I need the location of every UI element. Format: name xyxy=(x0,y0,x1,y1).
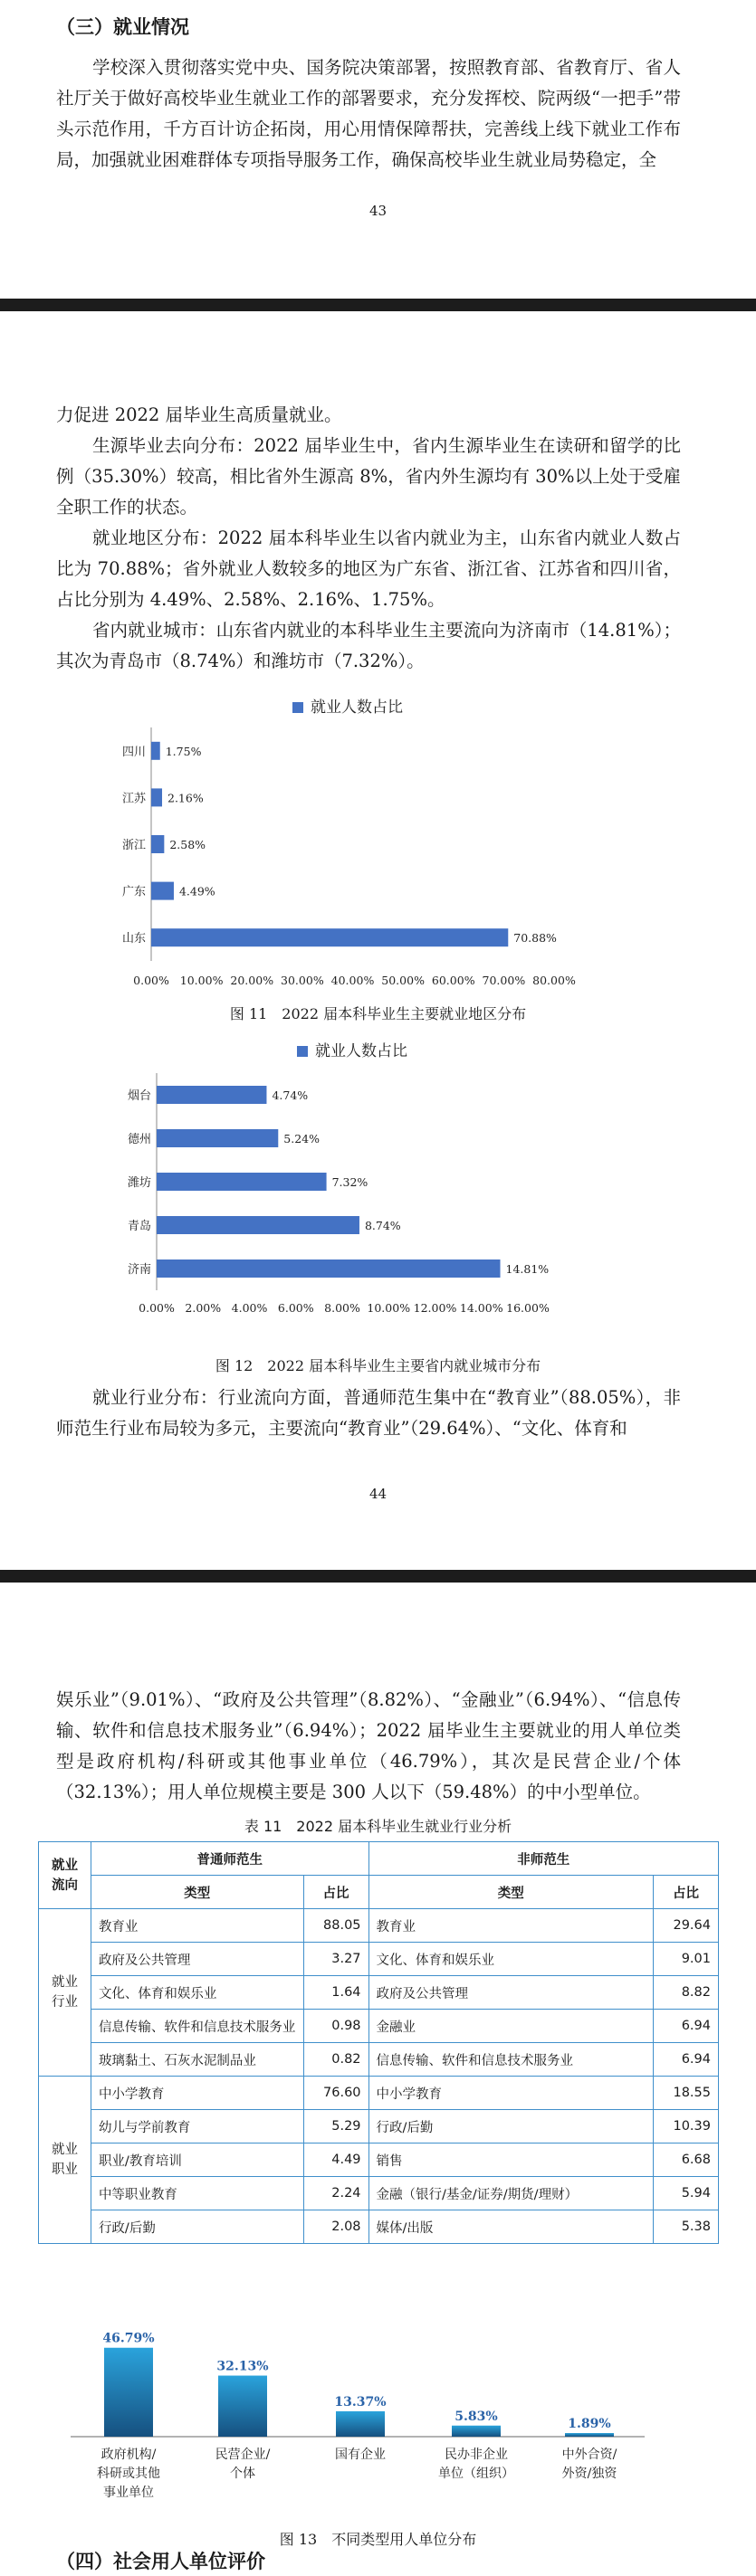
tick-label: 30.00% xyxy=(281,974,324,987)
category-label: 烟台 xyxy=(127,1089,151,1103)
figure-11-caption: 图 11 2022 届本科毕业生主要就业地区分布 xyxy=(229,1005,527,1022)
city-distribution-chart xyxy=(0,1033,756,1321)
data-label: 13.37% xyxy=(334,2394,387,2410)
ratio-cell: 0.98 xyxy=(303,2010,368,2043)
type-cell: 销售 xyxy=(368,2143,653,2177)
type-cell: 玻璃黏土、石灰水泥制品业 xyxy=(91,2043,303,2077)
type-cell: 政府及公共管理 xyxy=(91,1943,303,1976)
paragraph-block-industry xyxy=(56,1383,681,1444)
table-corner-text: 就业 流向 xyxy=(51,1858,78,1893)
tick-label: 0.00% xyxy=(139,1301,175,1315)
category-label: 济南 xyxy=(127,1263,151,1277)
ratio-cell: 18.55 xyxy=(654,2077,719,2110)
tick-label: 60.00% xyxy=(431,974,475,987)
group-header-nonnormal: 非师范生 xyxy=(368,1842,718,1876)
tick-label: 0.00% xyxy=(133,974,169,987)
type-cell: 幼儿与学前教育 xyxy=(91,2110,303,2143)
data-label: 1.75% xyxy=(165,744,202,758)
table-row xyxy=(39,2210,719,2244)
paragraph-quality-employment: 力促进 2022 届毕业生高质量就业。 xyxy=(56,404,342,425)
data-label: 32.13% xyxy=(216,2359,269,2374)
table-row xyxy=(39,2010,719,2043)
bar-中外合资/外资/独资 xyxy=(565,2433,614,2437)
section-heading-employer-evaluation: （四）社会用人单位评价 xyxy=(56,2551,265,2572)
type-cell: 金融（银行/基金/证券/期货/理财） xyxy=(368,2177,653,2210)
table-header-row xyxy=(39,1842,719,1876)
category-label-line: 政府机构/ xyxy=(100,2448,157,2462)
group-header-normal: 普通师范生 xyxy=(91,1842,368,1876)
legend-label: 就业人数占比 xyxy=(315,1042,407,1060)
table-corner-cell xyxy=(39,1842,91,1909)
bar-民办非企业单位（组织） xyxy=(452,2426,501,2437)
ratio-cell: 6.94 xyxy=(654,2010,719,2043)
row-group-label: 就业 行业 xyxy=(39,1909,91,2077)
type-cell: 文化、体育和娱乐业 xyxy=(91,1976,303,2010)
page-divider xyxy=(0,299,756,311)
ratio-cell: 3.27 xyxy=(303,1943,368,1976)
category-label xyxy=(438,2447,514,2481)
category-label: 浙江 xyxy=(121,839,146,852)
bar-浙江 xyxy=(151,835,164,853)
data-label: 7.32% xyxy=(331,1175,368,1189)
ratio-cell: 5.94 xyxy=(654,2177,719,2210)
type-cell: 政府及公共管理 xyxy=(368,1976,653,2010)
ratio-cell: 0.82 xyxy=(303,2043,368,2077)
category-label-line: 外资/独资 xyxy=(561,2467,617,2481)
data-label: 2.58% xyxy=(169,838,206,851)
ratio-cell: 6.94 xyxy=(654,2043,719,2077)
ratio-cell: 29.64 xyxy=(654,1909,719,1943)
tick-label: 8.00% xyxy=(324,1301,360,1315)
category-label: 德州 xyxy=(127,1133,151,1146)
ratio-cell: 88.05 xyxy=(303,1909,368,1943)
paragraph-block-page45 xyxy=(56,1685,681,1808)
data-label: 2.16% xyxy=(167,791,204,805)
legend-label: 就业人数占比 xyxy=(311,699,403,717)
tick-label: 10.00% xyxy=(367,1301,411,1315)
page-number: 44 xyxy=(368,1486,388,1502)
data-label: 70.88% xyxy=(513,931,557,946)
row-group-label: 就业 职业 xyxy=(39,2077,91,2244)
table-row xyxy=(39,2077,719,2110)
category-label: 四川 xyxy=(121,745,146,759)
table-row xyxy=(39,2177,719,2210)
type-cell: 行政/后勤 xyxy=(368,2110,653,2143)
type-cell: 教育业 xyxy=(91,1909,303,1943)
type-cell: 职业/教育培训 xyxy=(91,2143,303,2177)
type-cell: 文化、体育和娱乐业 xyxy=(368,1943,653,1976)
category-label xyxy=(97,2447,160,2500)
paragraph-city-distribution: 省内就业城市：山东省内就业的本科毕业生主要流向为济南市（14.81%）；其次为青岛市（8.74%）和潍坊市（7.32%）。 xyxy=(56,620,681,671)
ratio-cell: 4.49 xyxy=(303,2143,368,2177)
table-11-caption: 表 11 2022 届本科毕业生就业行业分析 xyxy=(244,1818,512,1835)
category-label: 山东 xyxy=(121,932,146,946)
ratio-cell: 5.38 xyxy=(654,2210,719,2244)
data-label: 14.81% xyxy=(505,1262,550,1276)
region-distribution-chart xyxy=(0,693,756,992)
col-type-header: 类型 xyxy=(91,1876,303,1909)
type-cell: 信息传输、软件和信息技术服务业 xyxy=(91,2010,303,2043)
category-label-line: 单位（组织） xyxy=(438,2467,514,2481)
category-label-line: 科研或其他 xyxy=(97,2467,160,2481)
ratio-cell: 9.01 xyxy=(654,1943,719,1976)
bar-广东 xyxy=(151,882,174,900)
category-label-line: 民办非企业 xyxy=(445,2448,508,2462)
type-cell: 金融业 xyxy=(368,2010,653,2043)
bar-德州 xyxy=(157,1129,278,1147)
industry-analysis-table xyxy=(38,1841,719,2244)
type-cell: 行政/后勤 xyxy=(91,2210,303,2244)
tick-label: 14.00% xyxy=(459,1301,503,1315)
type-cell: 教育业 xyxy=(368,1909,653,1943)
data-label: 5.83% xyxy=(455,2409,498,2424)
category-label: 青岛 xyxy=(127,1220,151,1233)
paragraph-region-distribution: 就业地区分布：2022 届本科毕业生以省内就业为主，山东省内就业人数占比为 70.88%；省外就业人数较多的地区为广东省、浙江省、江苏省和四川省，占比分别为 4.49%、2.58%、2.16%、1.75%。 xyxy=(56,528,681,610)
ratio-cell: 5.29 xyxy=(303,2110,368,2143)
table-row xyxy=(39,1909,719,1943)
data-label: 46.79% xyxy=(102,2331,155,2346)
figure-12-caption: 图 12 2022 届本科毕业生主要省内就业城市分布 xyxy=(215,1357,541,1374)
category-label xyxy=(215,2447,271,2481)
data-label: 5.24% xyxy=(283,1132,320,1145)
bar-济南 xyxy=(157,1259,501,1278)
ratio-cell: 2.24 xyxy=(303,2177,368,2210)
category-label-line: 事业单位 xyxy=(103,2486,154,2500)
bar-民营企业/个体 xyxy=(218,2376,267,2437)
tick-label: 80.00% xyxy=(532,974,576,987)
tick-label: 70.00% xyxy=(482,974,526,987)
paragraph-text: 学校深入贯彻落实党中央、国务院决策部署，按照教育部、省教育厅、省人社厅关于做好高校毕业生就业工作的部署要求，充分发挥校、院两级“一把手”带头示范作用，千方百计访企拓岗，用心用情保障帮扶，完善线上线下就业工作布局，加强就业困难群体专项指导服务工作，确保高校毕业生就业局势稳定，全 xyxy=(56,57,681,170)
type-cell: 媒体/出版 xyxy=(368,2210,653,2244)
type-cell: 中小学教育 xyxy=(368,2077,653,2110)
table-row xyxy=(39,2110,719,2143)
data-label: 4.49% xyxy=(178,884,215,898)
bar-青岛 xyxy=(157,1216,359,1234)
tick-label: 50.00% xyxy=(381,974,425,987)
data-label: 4.74% xyxy=(272,1088,309,1102)
table-row xyxy=(39,1943,719,1976)
tick-label: 4.00% xyxy=(231,1301,268,1315)
category-label: 江苏 xyxy=(121,792,146,806)
section-heading-employment: （三）就业情况 xyxy=(56,16,189,38)
col-type-header: 类型 xyxy=(368,1876,653,1909)
tick-label: 20.00% xyxy=(230,974,274,987)
category-label xyxy=(335,2448,386,2462)
ratio-cell: 76.60 xyxy=(303,2077,368,2110)
bar-烟台 xyxy=(157,1086,266,1104)
bar-潍坊 xyxy=(157,1173,327,1191)
category-label-line: 国有企业 xyxy=(335,2448,386,2462)
legend-swatch xyxy=(297,1046,308,1057)
figure-13-caption: 图 13 不同类型用人单位分布 xyxy=(279,2531,477,2548)
bar-国有企业 xyxy=(336,2411,385,2437)
category-label-line: 中外合资/ xyxy=(561,2448,617,2462)
bar-四川 xyxy=(151,742,160,760)
ratio-cell: 2.08 xyxy=(303,2210,368,2244)
data-label: 1.89% xyxy=(568,2417,611,2432)
tick-label: 6.00% xyxy=(277,1301,314,1315)
page-divider xyxy=(0,1570,756,1583)
ratio-cell: 10.39 xyxy=(654,2110,719,2143)
paragraph-employment-intro xyxy=(56,52,681,176)
col-ratio-header: 占比 xyxy=(654,1876,719,1909)
ratio-cell: 1.64 xyxy=(303,1976,368,2010)
paragraph-employer-types: 娱乐业”（9.01%）、“政府及公共管理”（8.82%）、“金融业”（6.94%）、“信息传输、软件和信息技术服务业”（6.94%）；2022 届毕业生主要就业的用人单位类型是政府机构/科研或其他事业单位（46.79%），其次是民营企业/个体（32.13%）；用人单位规模主要是 300 人以下（59.48%）的中小型单位。 xyxy=(56,1689,681,1802)
col-ratio-header: 占比 xyxy=(303,1876,368,1909)
paragraph-industry-distribution: 就业行业分布：行业流向方面，普通师范生集中在“教育业”（88.05%），非师范生行业布局较为多元，主要流向“教育业”（29.64%）、“文化、体育和 xyxy=(56,1387,681,1439)
tick-label: 16.00% xyxy=(506,1301,550,1315)
tick-label: 10.00% xyxy=(179,974,224,987)
category-label-line: 民营企业/ xyxy=(215,2448,271,2462)
category-label-line: 个体 xyxy=(230,2467,255,2481)
tick-label: 40.00% xyxy=(330,974,375,987)
ratio-cell: 6.68 xyxy=(654,2143,719,2177)
type-cell: 中等职业教育 xyxy=(91,2177,303,2210)
table-row xyxy=(39,2043,719,2077)
bar-江苏 xyxy=(151,788,162,806)
data-label: 8.74% xyxy=(364,1219,401,1232)
paragraph-origin-destination: 生源毕业去向分布：2022 届毕业生中，省内生源毕业生在读研和留学的比例（35.30%）较高，相比省外生源高 8%，省内外生源均有 30%以上处于受雇全职工作的状态。 xyxy=(56,435,681,518)
type-cell: 中小学教育 xyxy=(91,2077,303,2110)
table-row xyxy=(39,2143,719,2177)
category-label xyxy=(562,2447,618,2481)
ratio-cell: 8.82 xyxy=(654,1976,719,2010)
type-cell: 信息传输、软件和信息技术服务业 xyxy=(368,2043,653,2077)
category-label: 潍坊 xyxy=(127,1176,151,1190)
category-label: 广东 xyxy=(121,885,146,899)
page-number: 43 xyxy=(368,203,388,219)
bar-政府机构/科研或其他事业单位 xyxy=(104,2348,153,2437)
tick-label: 12.00% xyxy=(413,1301,457,1315)
table-subheader-row xyxy=(39,1876,719,1909)
legend-swatch xyxy=(292,702,303,713)
employer-type-chart xyxy=(0,2298,756,2524)
table-row xyxy=(39,1976,719,2010)
paragraph-block-page44 xyxy=(56,400,681,677)
tick-label: 2.00% xyxy=(185,1301,222,1315)
bar-山东 xyxy=(151,928,508,946)
